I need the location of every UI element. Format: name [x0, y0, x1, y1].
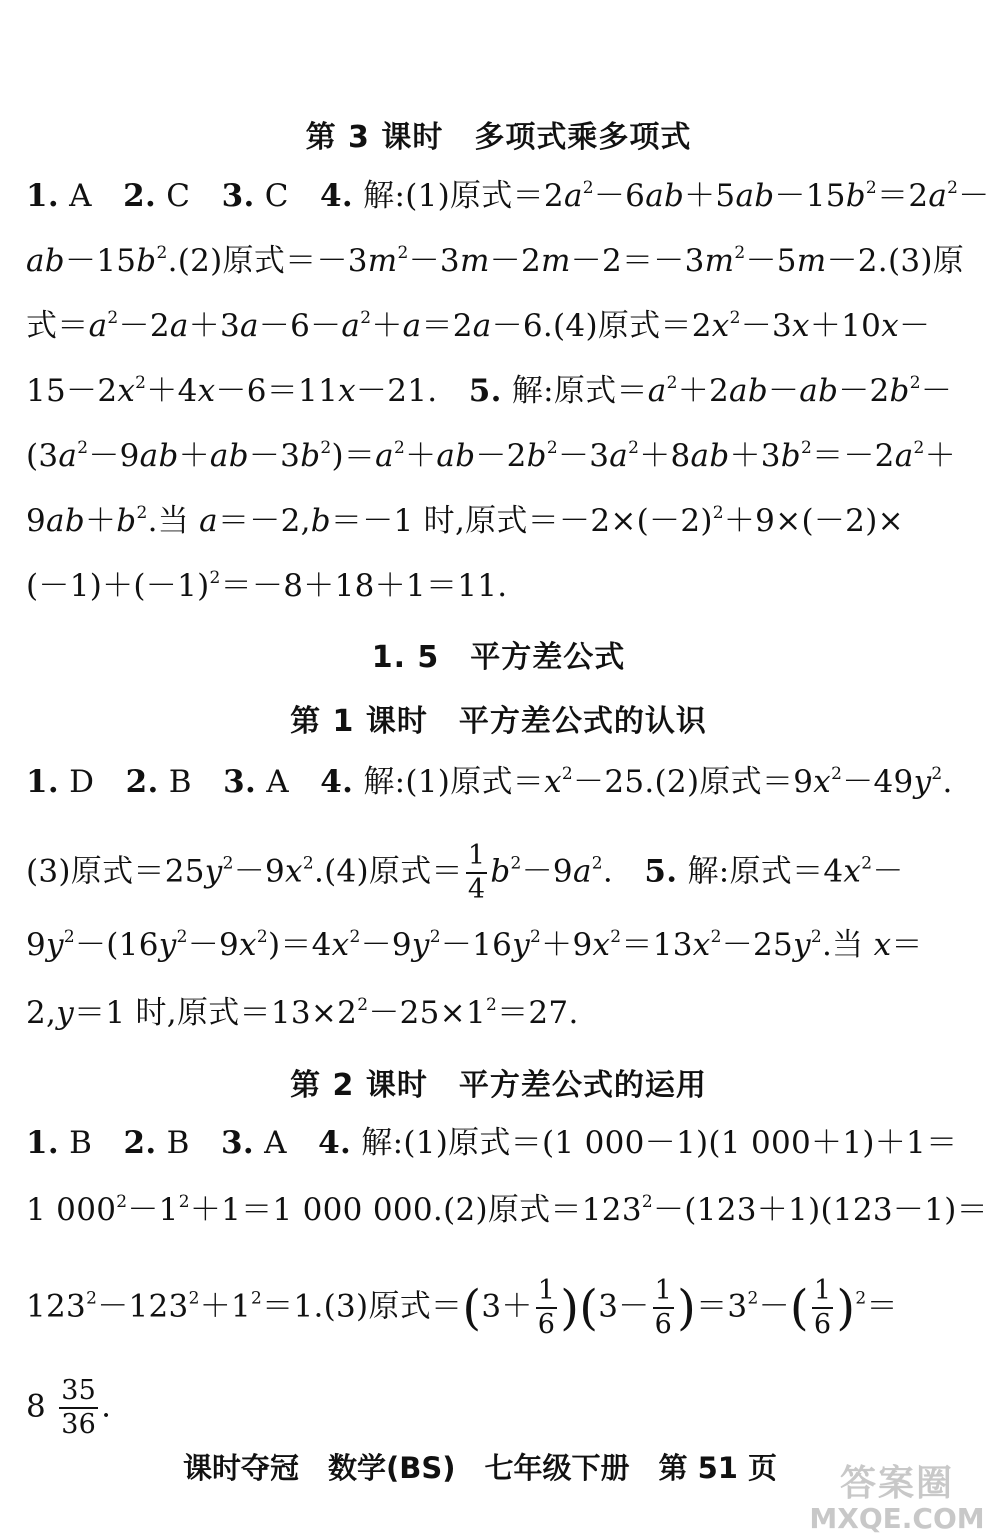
watermark-text: 答案圈	[839, 1463, 954, 1504]
answer-line: $123^2-123^2+1^2=1.(3)$原式＝(3＋ $\frac{1}{6}$ )(3－ $\frac{1}{6}$ )$=3^2-$( $\frac{1}{6}$ )$^2$＝	[26, 1275, 898, 1340]
lesson-heading-3: 第 3 课时 多项式乘多项式	[305, 120, 692, 155]
lesson-heading-1: 第 1 课时 平方差公式的认识	[290, 704, 707, 739]
answer-line: 8 $\frac{35}{36}$ .	[26, 1375, 112, 1440]
answer-line: $(-1)+(-1)^2=-8+18+1=11$.	[26, 568, 508, 604]
fraction: $\frac{1}{6}$	[813, 1275, 832, 1340]
answer-line: 1. A 2. C 3. C 4. 解:(1)原式$=2a^2-6ab+5ab-15b^2=2a^2-$	[26, 178, 990, 214]
fraction: $\frac{1}{4}$	[467, 840, 486, 905]
answer-line: $9y^2-(16y^2-9x^2)=4x^2-9y^2-16y^2+9x^2=13x^2-25y^2$.当 x＝	[26, 927, 923, 963]
watermark-logo	[807, 1455, 987, 1535]
fraction: $\frac{1}{6}$	[537, 1275, 556, 1340]
answer-line: (3)原式$=25y^2-9x^2.(4)$原式＝ $\frac{1}{4}$ $b^2-9a^2$. 5. 解:原式$=4x^2-$	[26, 840, 904, 905]
lesson-heading-2: 第 2 课时 平方差公式的运用	[290, 1068, 707, 1103]
answer-line: $(3a^2-9ab+ab-3b^2)=a^2+ab-2b^2-3a^2+8ab+3b^2=-2a^2+$	[26, 438, 956, 474]
section-heading: 1. 5 平方差公式	[371, 640, 626, 675]
fraction: $\frac{1}{6}$	[654, 1275, 673, 1340]
answer-line: $ab-15b^2.(2)$原式$=-3m^2-3m-2m-2=-3m^2-5m-2.(3)$原	[26, 243, 965, 279]
fraction: $\frac{35}{36}$	[61, 1375, 97, 1440]
answer-line: $9ab+b^2$.当 a＝－2,b＝－1 时,原式$=-2\times(-2)^2+9\times(-2)\times$	[26, 503, 904, 539]
answer-line: $15-2x^2+4x-6=11x-21$. 5. 解:原式$=a^2+2ab-ab-2b^2-$	[26, 373, 953, 409]
answer-line: 1 $000^2-1^2+1=1$ 000 000.(2)原式$=123^2-(123+1)(123-1)=$	[26, 1192, 988, 1228]
watermark-url: MXQE.COM	[809, 1502, 985, 1535]
answer-line: 2,y＝1 时,原式$=13\times 2^2-25\times 1^2=27$.	[26, 995, 579, 1031]
answer-line: 1. B 2. B 3. A 4. 解:(1)原式＝(1 000－1)(1 000＋1)＋1＝	[26, 1125, 958, 1161]
answer-line: 式$=a^2-2a+3a-6-a^2+a=2a-6.(4)$原式$=2x^2-3x+10x-$	[26, 308, 931, 344]
answer-line: 1. D 2. B 3. A 4. 解:(1)原式$=x^2-25.(2)$原式$=9x^2-49y^2$.	[26, 764, 953, 800]
page-footer: 课时夺冠 数学(BS) 七年级下册 第 51 页	[182, 1451, 778, 1485]
